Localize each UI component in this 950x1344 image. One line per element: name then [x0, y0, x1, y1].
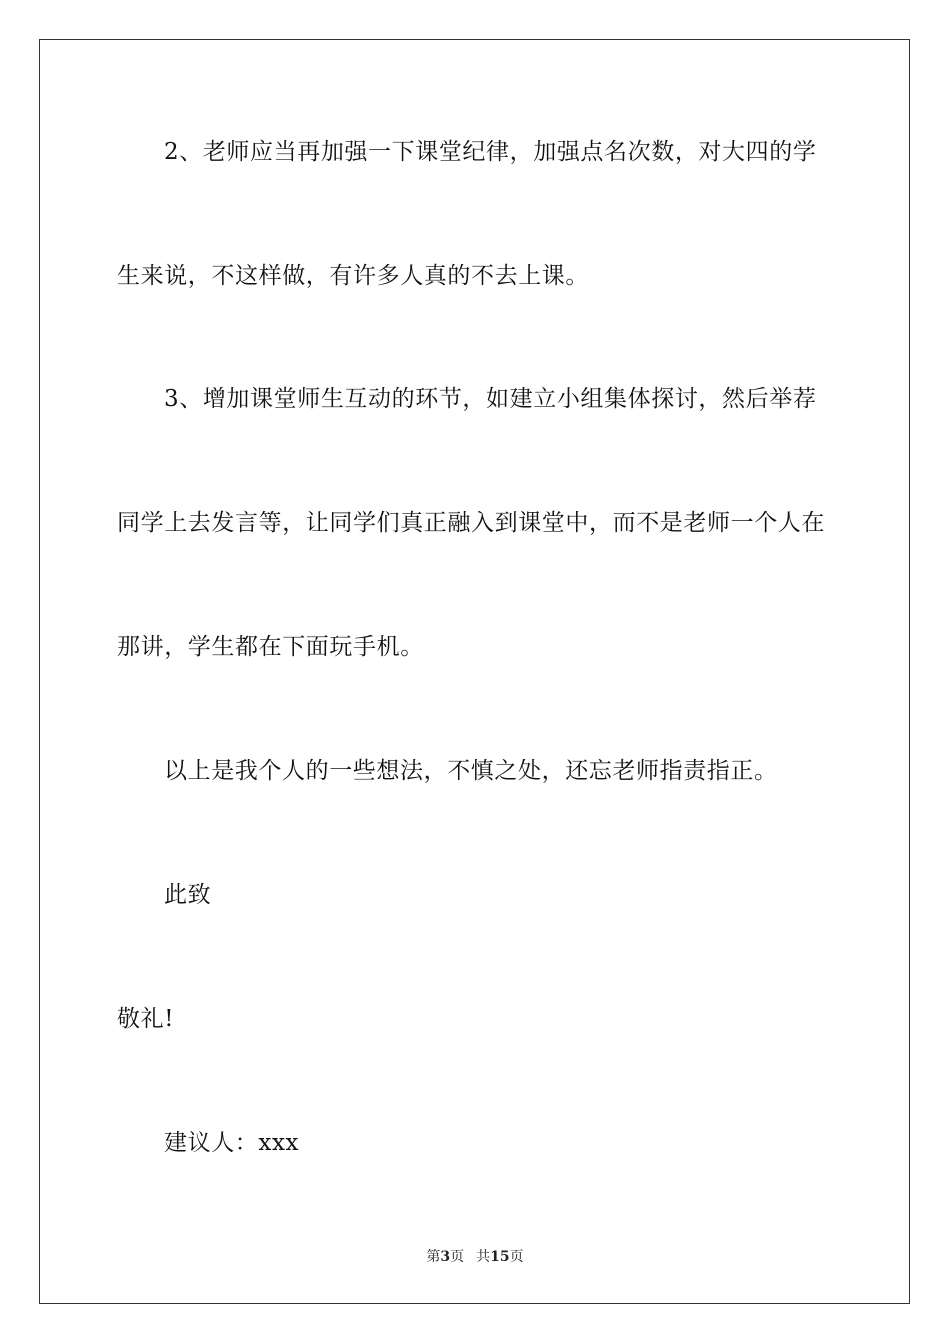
paragraph-2-line-2: 生来说，不这样做，有许多人真的不去上课。 — [117, 263, 589, 289]
salutation-cizhi: 此致 — [164, 882, 212, 908]
page-footer — [0, 1248, 950, 1266]
footer-page-suffix: 页 — [450, 1249, 465, 1265]
salutation-jingli: 敬礼! — [117, 1006, 175, 1032]
signature-line: 建议人：xxx — [164, 1130, 300, 1156]
closing-paragraph: 以上是我个人的一些想法，不慎之处，还忘老师指责指正。 — [164, 758, 778, 784]
footer-page-prefix: 第 — [426, 1249, 441, 1265]
footer-total-pages: 15 — [490, 1249, 510, 1265]
paragraph-2-line-1: 2、老师应当再加强一下课堂纪律，加强点名次数，对大四的学 — [164, 139, 817, 165]
footer-total-suffix: 页 — [509, 1249, 524, 1265]
paragraph-3-line-2: 同学上去发言等，让同学们真正融入到课堂中，而不是老师一个人在 — [117, 510, 825, 536]
footer-total-prefix: 共 — [476, 1249, 491, 1265]
paragraph-3-line-1: 3、增加课堂师生互动的环节，如建立小组集体探讨，然后举荐 — [164, 386, 817, 412]
paragraph-3-line-3: 那讲，学生都在下面玩手机。 — [117, 634, 424, 660]
page-border — [39, 39, 910, 1304]
footer-current-page: 3 — [440, 1249, 451, 1265]
